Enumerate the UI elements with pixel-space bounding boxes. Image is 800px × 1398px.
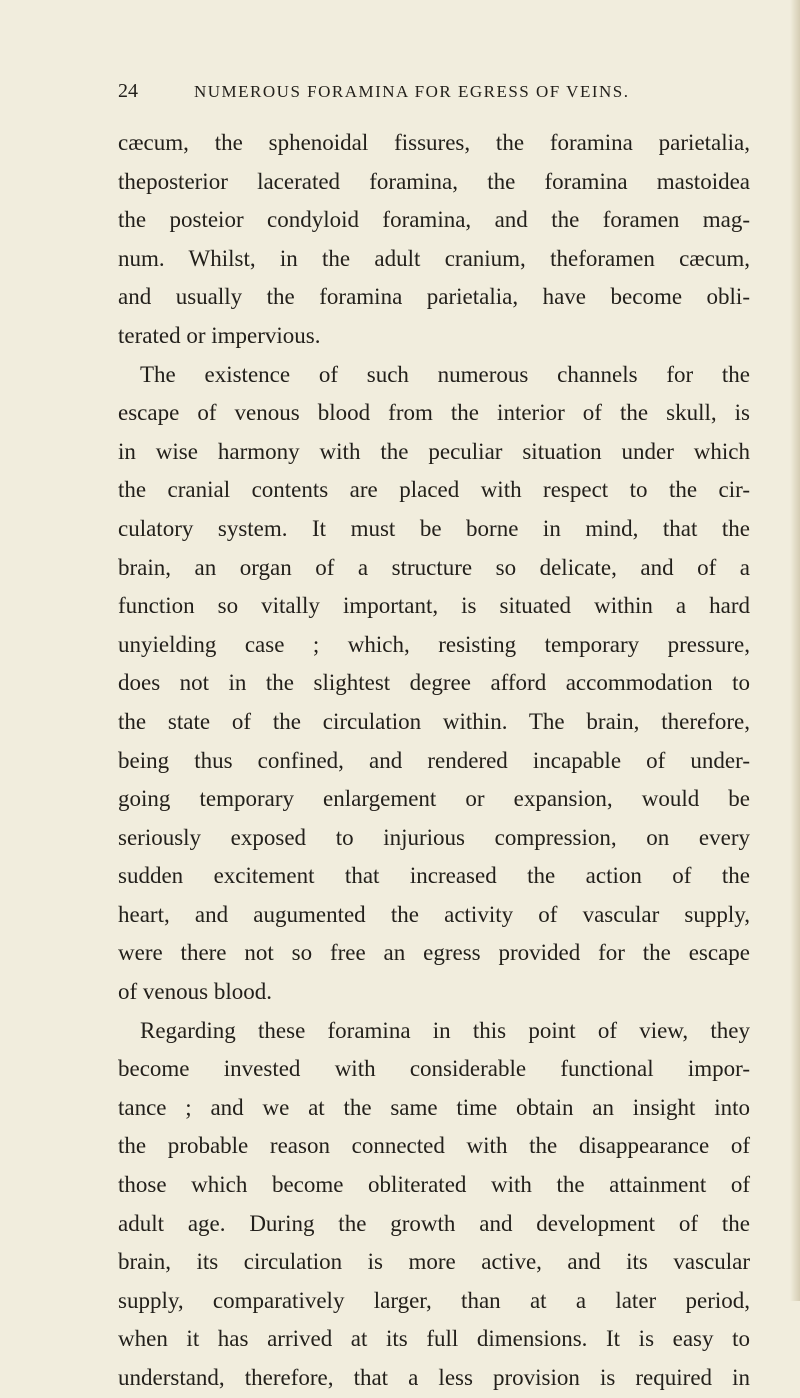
text-line: adult age. During the growth and development of the (118, 1210, 750, 1236)
text-line: in wise harmony with the peculiar situation under which (118, 438, 750, 464)
text-line: escape of venous blood from the interior of the skull, is (118, 400, 750, 426)
running-head: NUMEROUS FORAMINA FOR EGRESS OF VEINS. (194, 82, 630, 101)
text-line: those which become obliterated with the attainment of (118, 1172, 750, 1198)
text-line: terated or impervious. (118, 322, 321, 348)
text-line: understand, therefore, that a less provision is required in (118, 1365, 750, 1390)
body-text (118, 124, 750, 1398)
text-line: were there not so free an egress provided for the escape (118, 940, 750, 966)
text-line: of venous blood. (118, 979, 272, 1005)
text-line: going temporary enlargement or expansion, would be (118, 786, 750, 812)
text-line: the probable reason connected with the disappearance of (118, 1133, 750, 1159)
text-line: cæcum, the sphenoidal fissures, the foramina parietalia, (118, 130, 750, 155)
text-line: The existence of such numerous channels for the (140, 361, 750, 387)
text-line: tance ; and we at the same time obtain an insight into (118, 1094, 750, 1120)
text-line: the state of the circulation within. The brain, therefore, (118, 708, 750, 734)
text-line: sudden excitement that increased the action of the (118, 863, 750, 889)
text-line: culatory system. It must be borne in mind, that the (118, 515, 750, 541)
text-line: theposterior lacerated foramina, the foramina mastoidea (118, 168, 750, 194)
text-line: Regarding these foramina in this point of view, they (140, 1017, 750, 1043)
text-line: brain, an organ of a structure so delicate, and of a (118, 554, 750, 580)
text-line: num. Whilst, in the adult cranium, theforamen cæcum, (118, 245, 750, 271)
text-line: supply, comparatively larger, than at a later period, (118, 1287, 750, 1313)
page-number: 24 (118, 80, 138, 102)
text-line: and usually the foramina parietalia, have become obli- (118, 284, 750, 310)
text-line: seriously exposed to injurious compression, on every (118, 824, 750, 850)
text-line: heart, and augumented the activity of vascular supply, (118, 901, 750, 927)
text-line: unyielding case ; which, resisting temporary pressure, (118, 631, 750, 657)
text-line: when it has arrived at its full dimensions. It is easy to (118, 1326, 750, 1352)
text-line: the cranial contents are placed with respect to the cir- (118, 477, 750, 503)
text-line: does not in the slightest degree afford accommodation to (118, 670, 750, 696)
page-header (118, 80, 800, 114)
text-line: brain, its circulation is more active, and its vascular (118, 1249, 750, 1275)
page-edge-shadow (790, 0, 800, 1301)
text-line: the posteior condyloid foramina, and the foramen mag- (118, 207, 750, 233)
text-line: function so vitally important, is situated within a hard (118, 593, 750, 619)
text-line: become invested with considerable functional impor- (118, 1056, 750, 1082)
text-line: being thus confined, and rendered incapable of under- (118, 747, 750, 773)
